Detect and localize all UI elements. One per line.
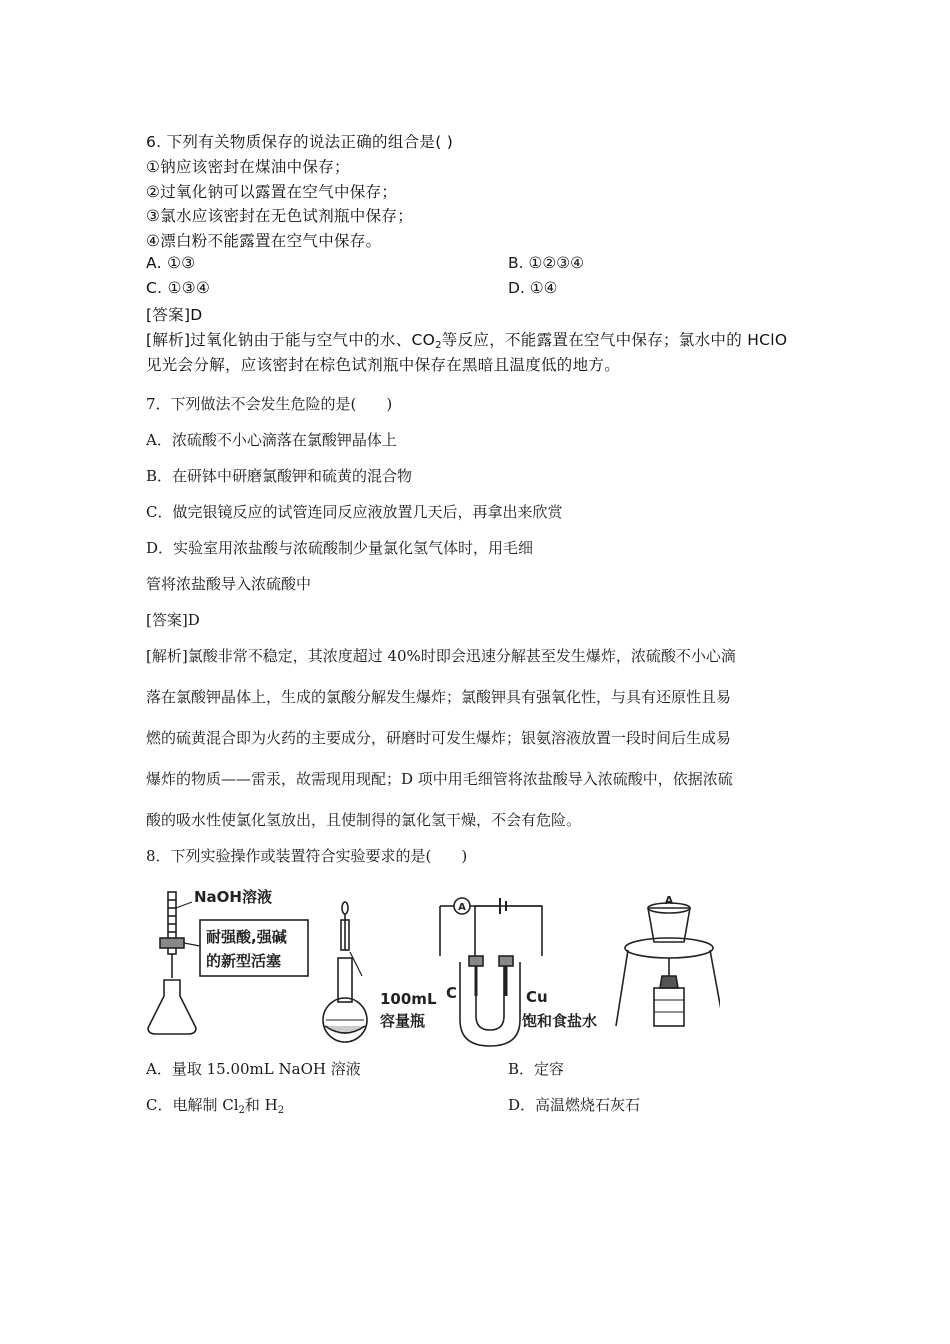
q7-analysis-line-1: [解析]氯酸非常不稳定，其浓度超过 40%时即会迅速分解甚至发生爆炸，浓硫酸不小心滴	[146, 647, 736, 665]
burette-apparatus	[148, 892, 200, 1034]
stopcock-label-1: 耐强酸,强碱	[206, 928, 287, 946]
solution-label: 饱和食盐水	[522, 1012, 598, 1030]
conical-flask	[148, 980, 196, 1034]
q7-analysis-line-3: 燃的硫黄混合即为火药的主要成分，研磨时可发生爆炸；银氨溶液放置一段时间后生成易	[146, 729, 732, 747]
q7-analysis-line-2: 落在氯酸钾晶体上，生成的氯酸分解发生爆炸；氯酸钾具有强氧化性，与具有还原性且易	[146, 688, 732, 706]
q8-stem: 8．下列实验操作或装置符合实验要求的是( )	[146, 847, 468, 865]
volumetric-flask-apparatus	[323, 902, 367, 1042]
q6-option-a: A. ①③	[146, 254, 196, 272]
q6-analysis-line-1	[146, 328, 787, 351]
q6-answer: [答案]D	[146, 306, 203, 324]
q6-item-1: ①钠应该密封在煤油中保存；	[146, 158, 350, 176]
lamp-body	[654, 988, 684, 1026]
q7-answer: [答案]D	[146, 611, 200, 629]
naoh-solution-label: NaOH溶液	[194, 888, 272, 906]
stopcock-label-2: 的新型活塞	[206, 952, 282, 970]
q6-option-b: B. ①②③④	[508, 254, 585, 272]
q6-analysis-line-2: 见光会分解，应该密封在棕色试剂瓶中保存在黑暗且温度低的地方。	[146, 356, 621, 374]
electrode-cu-label: Cu	[526, 988, 548, 1006]
q7-option-c: C．做完银镜反应的试管连同反应液放置几天后，再拿出来欣赏	[146, 503, 563, 521]
q6-item-3: ③氯水应该密封在无色试剂瓶中保存；	[146, 207, 413, 225]
q7-option-d-line-1: D．实验室用浓盐酸与浓硫酸制少量氯化氢气体时，用毛细	[146, 539, 534, 557]
q7-analysis-line-4: 爆炸的物质——雷汞，故需现用现配；D 项中用毛细管将浓盐酸导入浓硫酸中，依据浓硫	[146, 770, 733, 788]
q8-option-c	[146, 1094, 284, 1116]
tripod-leg-right	[710, 950, 720, 1026]
ammeter-symbol: A	[458, 902, 466, 913]
u-tube	[460, 962, 520, 1046]
q6-option-c: C. ①③④	[146, 279, 211, 297]
q8-option-a: A．量取 15.00mL NaOH 溶液	[146, 1060, 361, 1078]
flask-neck	[338, 958, 352, 1002]
q7-option-a: A．浓硫酸不小心滴落在氯酸钾晶体上	[146, 431, 397, 449]
q8-apparatus-figure	[140, 880, 720, 1050]
q7-analysis-line-5: 酸的吸水性使氯化氢放出，且使制得的氯化氢干燥，不会有危险。	[146, 811, 582, 829]
q6-analysis-1b: 等反应，不能露置在空气中保存；氯水中的 HClO	[441, 331, 788, 349]
q7-option-b: B．在研钵中研磨氯酸钾和硫黄的混合物	[146, 467, 413, 485]
q8-option-c-sub-2: 2	[277, 1105, 285, 1116]
q6-item-2: ②过氧化钠可以露置在空气中保存；	[146, 183, 398, 201]
q8-option-c-a: C．电解制 Cl	[146, 1096, 239, 1114]
q6-option-d: D. ①④	[508, 279, 558, 297]
q8-option-c-sub-1: 2	[238, 1105, 245, 1116]
flask-label-2: 容量瓶	[380, 1012, 426, 1030]
lamp-symbol: A	[664, 894, 674, 907]
q6-analysis-sub: 2	[435, 340, 442, 351]
q7-stem: 7．下列做法不会发生危险的是( )	[146, 395, 393, 413]
tripod-ring	[625, 938, 713, 958]
q8-option-c-b: 和 H	[244, 1096, 278, 1114]
q8-option-d: D．高温燃烧石灰石	[508, 1096, 641, 1114]
electrode-c-label: C	[446, 984, 458, 1002]
stopcock	[160, 938, 184, 948]
circuit-wire-left	[475, 906, 542, 956]
q6-analysis-1a: [解析]过氧化钠由于能与空气中的水、CO	[146, 331, 436, 349]
q6-stem: 6. 下列有关物质保存的说法正确的组合是( )	[146, 133, 454, 151]
q6-item-4: ④漂白粉不能露置在空气中保存。	[146, 232, 382, 250]
q7-option-d-line-2: 管将浓盐酸导入浓硫酸中	[146, 575, 312, 593]
flask-label-1: 100mL	[380, 990, 437, 1008]
q8-option-b: B．定容	[508, 1060, 565, 1078]
crucible-apparatus	[616, 903, 720, 1026]
tripod-leg-left	[616, 950, 628, 1026]
